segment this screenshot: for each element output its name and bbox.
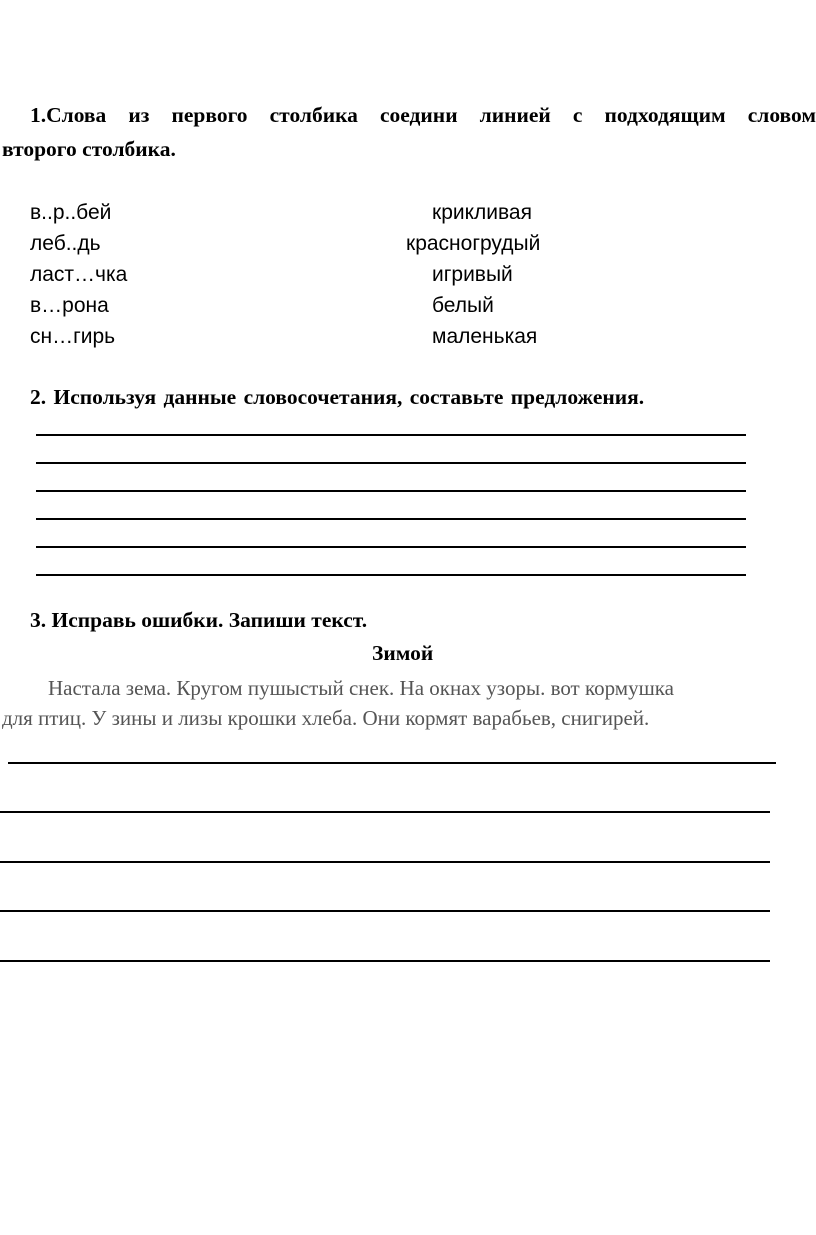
left-word: в..р..бей — [30, 201, 112, 224]
right-word: крикливая — [432, 201, 532, 224]
left-word: в…рона — [30, 294, 109, 317]
task2-title: 2. Используя данные словосочетания, составьте предложения. — [30, 385, 645, 409]
right-word: белый — [432, 294, 494, 317]
left-word: леб..дь — [30, 232, 101, 255]
left-word: сн…гирь — [30, 325, 116, 348]
answer-line[interactable] — [36, 518, 746, 520]
right-word: маленькая — [432, 325, 538, 348]
task1-title-line2: второго столбика. — [2, 137, 176, 161]
answer-line[interactable] — [0, 960, 770, 962]
right-word: красногрудый — [406, 232, 541, 255]
answer-line[interactable] — [36, 490, 746, 492]
text-line-1: Настала зема. Кругом пушыстый снек. На окнах узоры. вот кормушка — [48, 676, 674, 700]
answer-line[interactable] — [0, 910, 770, 912]
text-line-2: для птиц. У зины и лизы крошки хлеба. Они кормят варабьев, снигирей. — [2, 706, 650, 730]
left-word: ласт…чка — [30, 263, 128, 286]
answer-line[interactable] — [36, 462, 746, 464]
answer-line[interactable] — [36, 434, 746, 436]
answer-line[interactable] — [36, 546, 746, 548]
text-title: Зимой — [372, 641, 434, 665]
answer-line[interactable] — [36, 574, 746, 576]
task3-title: 3. Исправь ошибки. Запиши текст. — [30, 608, 368, 632]
right-word: игривый — [432, 263, 513, 286]
answer-line[interactable] — [8, 762, 776, 764]
answer-line[interactable] — [0, 861, 770, 863]
answer-line[interactable] — [0, 811, 770, 813]
task1-title-line1: 1.Слова из первого столбика соедини линией с подходящим словом — [30, 103, 816, 127]
